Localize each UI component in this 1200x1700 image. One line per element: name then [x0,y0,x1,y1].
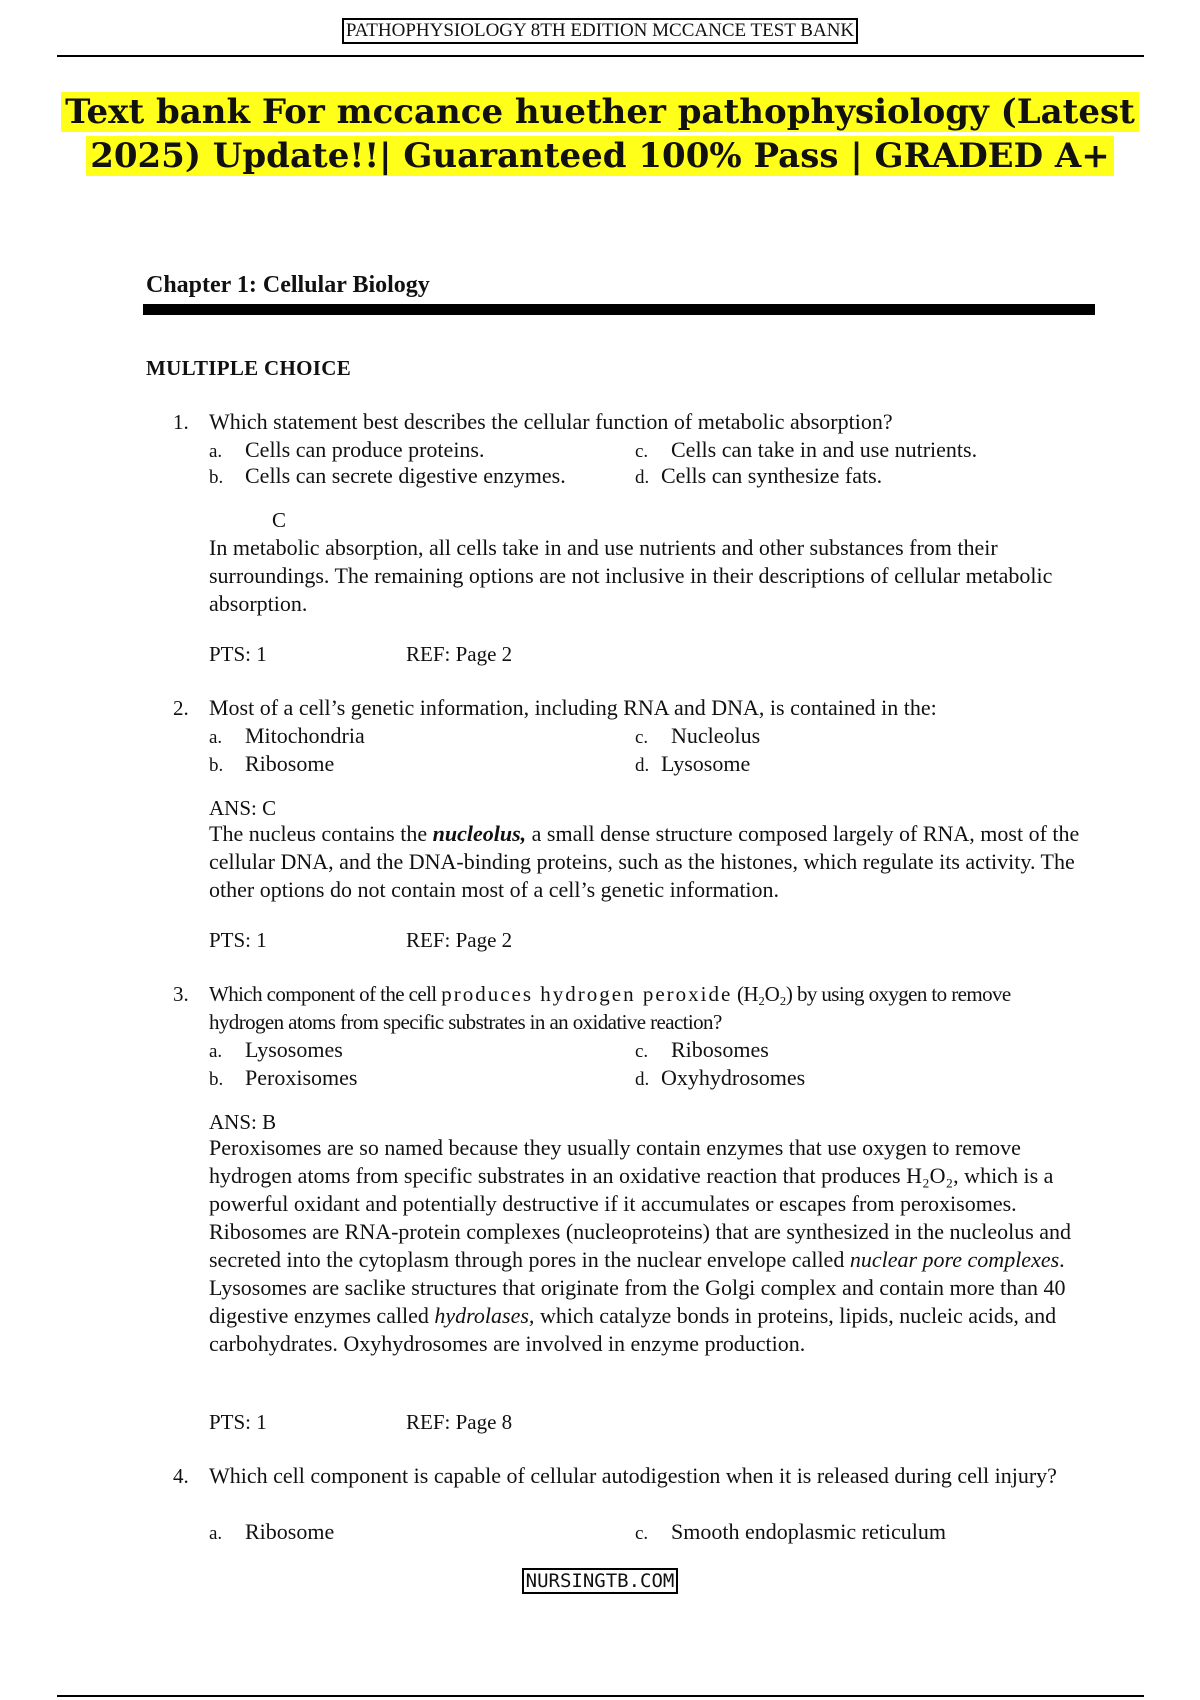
question-meta [209,642,513,667]
chapter-divider [143,304,1095,315]
option-item [209,750,334,780]
reference-label: REF: Page 8 [406,1410,513,1434]
question-number: 1. [173,410,189,434]
explanation-text: which catalyze bonds in proteins, lipids, nucleic acids, and carbohydrates. Oxyhydrosomes are involved in enzyme production. [209,1303,1057,1356]
option-item [635,462,882,492]
top-divider [57,55,1144,57]
option-letter: c. [635,1041,649,1062]
reference-label: REF: Page 2 [406,928,513,952]
question-text-part: produces hydrogen peroxide [441,982,733,1006]
chapter-heading: Chapter 1: Cellular Biology [146,272,430,298]
header-banner [0,18,1200,44]
bottom-divider [57,1695,1144,1697]
question-text: Which statement best describes the cellular function of metabolic absorption? [209,409,893,434]
option-item [635,750,750,780]
option-text: Cells can synthesize fats. [661,463,883,488]
option-letter: a. [209,1041,223,1062]
answer-key: ANS: B [209,1110,277,1134]
option-item [209,462,566,492]
option-item [635,722,760,752]
explanation-text: . Lysosomes are saclike structures that originate from the Golgi complex and contain more than 40 digestive enzymes called [209,1247,1066,1328]
question-number: 3. [173,982,189,1006]
option-letter: d. [635,467,650,488]
option-text: Cells can secrete digestive enzymes. [245,463,566,488]
question-text-part: Which component of the cell [209,982,442,1006]
points-label: PTS: 1 [209,928,267,952]
page-title-line-2: 2025) Update!!| Guaranteed 100% Pass | GRADED A+ [86,136,1114,176]
reference-label: REF: Page 2 [406,642,513,666]
option-item [635,1518,946,1548]
option-item [209,1036,343,1066]
question-number: 2. [173,696,189,720]
question-text [209,980,1079,1036]
option-item [209,722,365,752]
option-item [209,1064,357,1094]
section-heading: MULTIPLE CHOICE [146,356,352,380]
option-text: Cells can produce proteins. [245,437,485,462]
footer-watermark-text: NURSINGTB.COM [522,1568,679,1594]
page-title [0,90,1200,178]
option-text: Ribosome [245,751,335,776]
page-title-line-1: Text bank For mccance huether pathophysiology (Latest [61,92,1139,132]
explanation-text: The nucleus contains the [209,821,433,846]
option-text: Smooth endoplasmic reticulum [671,1519,946,1544]
option-text: Lysosome [661,751,751,776]
option-item [635,1064,805,1094]
option-text: Lysosomes [245,1037,343,1062]
answer-explanation: In metabolic absorption, all cells take in and use nutrients and other substances from their surroundings. The remaining options are not inclusive in their descriptions of cellular metabolic absorption. [209,535,1053,616]
option-text: Oxyhydrosomes [661,1065,806,1090]
option-letter: c. [635,441,649,462]
option-text: Ribosome [245,1519,335,1544]
points-label: PTS: 1 [209,642,267,666]
question-number: 4. [173,1464,189,1488]
option-item [635,1036,769,1066]
explanation-emphasis: hydrolases, [434,1303,535,1328]
answer-key: C [272,508,287,532]
option-letter: b. [209,467,224,488]
option-letter: d. [635,755,650,776]
option-letter: c. [635,1523,649,1544]
explanation-emphasis: nucleolus, [432,821,527,846]
answer-explanation [209,820,1089,904]
question-meta [209,928,513,953]
option-text: Mitochondria [245,723,365,748]
explanation-text: Peroxisomes are so named because they usually contain enzymes that use oxygen to remove hydrogen atoms from specific substrates in an oxidative reaction that produces H₂O₂, which is a powerful oxidant and potentially destructive if it accumulates or escapes from peroxisomes. Ribosomes are RNA-protein complexes (nucleoproteins) that are synthesized in the nucleolus and secreted into the cytoplasm through pores in the nuclear envelope called [209,1135,1072,1272]
footer-watermark [0,1568,1200,1594]
explanation-text: a small dense structure composed largely of RNA, most of the cellular DNA, and the DNA-binding proteins, such as the histones, which regulate its activity. The other options do not contain most of a cell’s genetic information. [209,821,1080,902]
option-text: Cells can take in and use nutrients. [671,437,978,462]
option-item [209,1518,334,1548]
option-letter: a. [209,1523,223,1544]
option-letter: c. [635,727,649,748]
question-text: Most of a cell’s genetic information, including RNA and DNA, is contained in the: [209,695,937,720]
header-banner-text: PATHOPHYSIOLOGY 8TH EDITION MCCANCE TEST BANK [342,18,858,44]
option-text: Peroxisomes [245,1065,358,1090]
question-meta [209,1410,513,1435]
option-letter: b. [209,755,224,776]
option-text: Ribosomes [671,1037,769,1062]
question-text-part: (H₂O₂) by using oxygen to remove hydrogen atoms from specific substrates in an oxidative reaction? [209,982,1011,1034]
explanation-emphasis: nuclear pore complexes [849,1247,1060,1272]
answer-key: ANS: C [209,796,277,820]
question-text: Which cell component is capable of cellular autodigestion when it is released during cell injury? [209,1463,1057,1488]
option-letter: d. [635,1069,650,1090]
option-letter: b. [209,1069,224,1090]
option-letter: a. [209,441,223,462]
option-text: Nucleolus [671,723,761,748]
option-letter: a. [209,727,223,748]
answer-explanation [209,1134,1089,1358]
points-label: PTS: 1 [209,1410,267,1434]
